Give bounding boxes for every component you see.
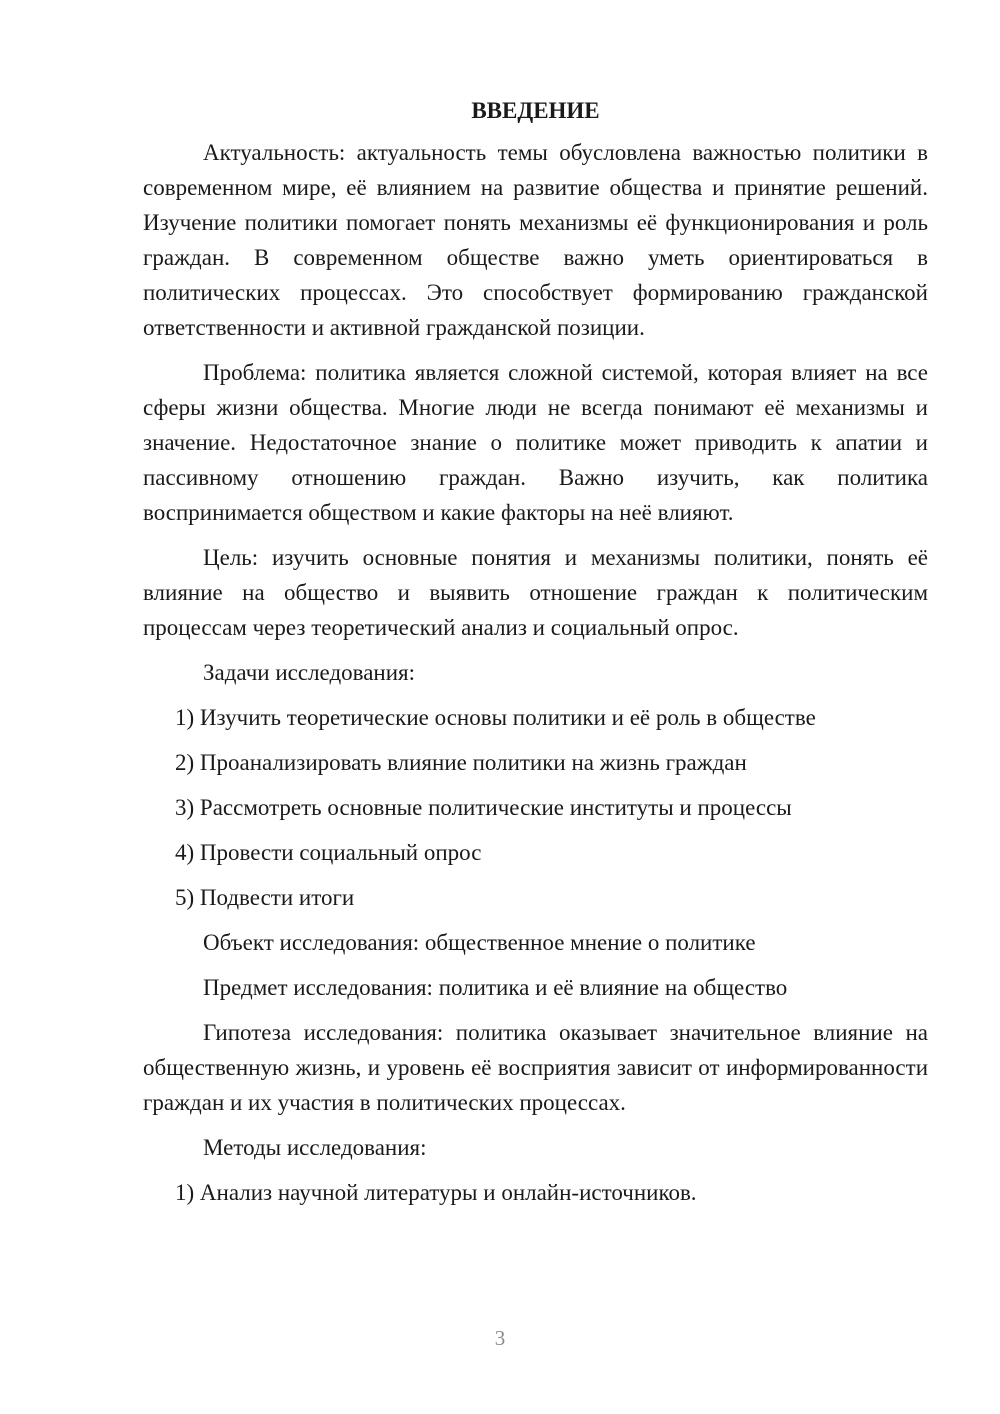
goal-paragraph: Цель: изучить основные понятия и механизмы политики, понять её влияние на общество и выявить отношение граждан к политическим процессам через теоретический анализ и социальный опрос. xyxy=(143,545,928,640)
section-title: ВВЕДЕНИЕ xyxy=(471,98,600,123)
page-number: 3 xyxy=(494,1326,506,1350)
task-item: 3) Рассмотреть основные политические институты и процессы xyxy=(175,795,792,820)
problem-paragraph: Проблема: политика является сложной системой, которая влияет на все сферы жизни общества. Многие люди не всегда понимают её механизмы и значение. Недостаточное знание о политике может приводить к апатии и пассивному отношению граждан. Важно изучить, как политика воспринимается обществом и какие факторы на неё влияют. xyxy=(143,360,928,525)
method-item: 1) Анализ научной литературы и онлайн-источников. xyxy=(175,1180,697,1205)
hypothesis-paragraph: Гипотеза исследования: политика оказывает значительное влияние на общественную жизнь, и уровень её восприятия зависит от информированности граждан и их участия в политических процессах. xyxy=(143,1020,928,1115)
task-item: 1) Изучить теоретические основы политики и её роль в обществе xyxy=(175,705,816,730)
task-item: 2) Проанализировать влияние политики на жизнь граждан xyxy=(175,750,747,775)
methods-heading: Методы исследования: xyxy=(203,1135,427,1160)
task-item: 4) Провести социальный опрос xyxy=(175,840,482,865)
task-item: 5) Подвести итоги xyxy=(175,885,355,910)
subject-line: Предмет исследования: политика и её влияние на общество xyxy=(203,975,788,1000)
tasks-heading: Задачи исследования: xyxy=(203,660,416,685)
object-line: Объект исследования: общественное мнение о политике xyxy=(203,930,756,955)
relevance-paragraph: Актуальность: актуальность темы обусловлена важностью политики в современном мире, её влиянием на развитие общества и принятие решений. Изучение политики помогает понять механизмы её функционирования и роль граждан. В современном обществе важно уметь ориентироваться в политических процессах. Это способствует формированию гражданской ответственности и активной гражданской позиции. xyxy=(143,140,928,340)
page-content xyxy=(143,93,928,1220)
